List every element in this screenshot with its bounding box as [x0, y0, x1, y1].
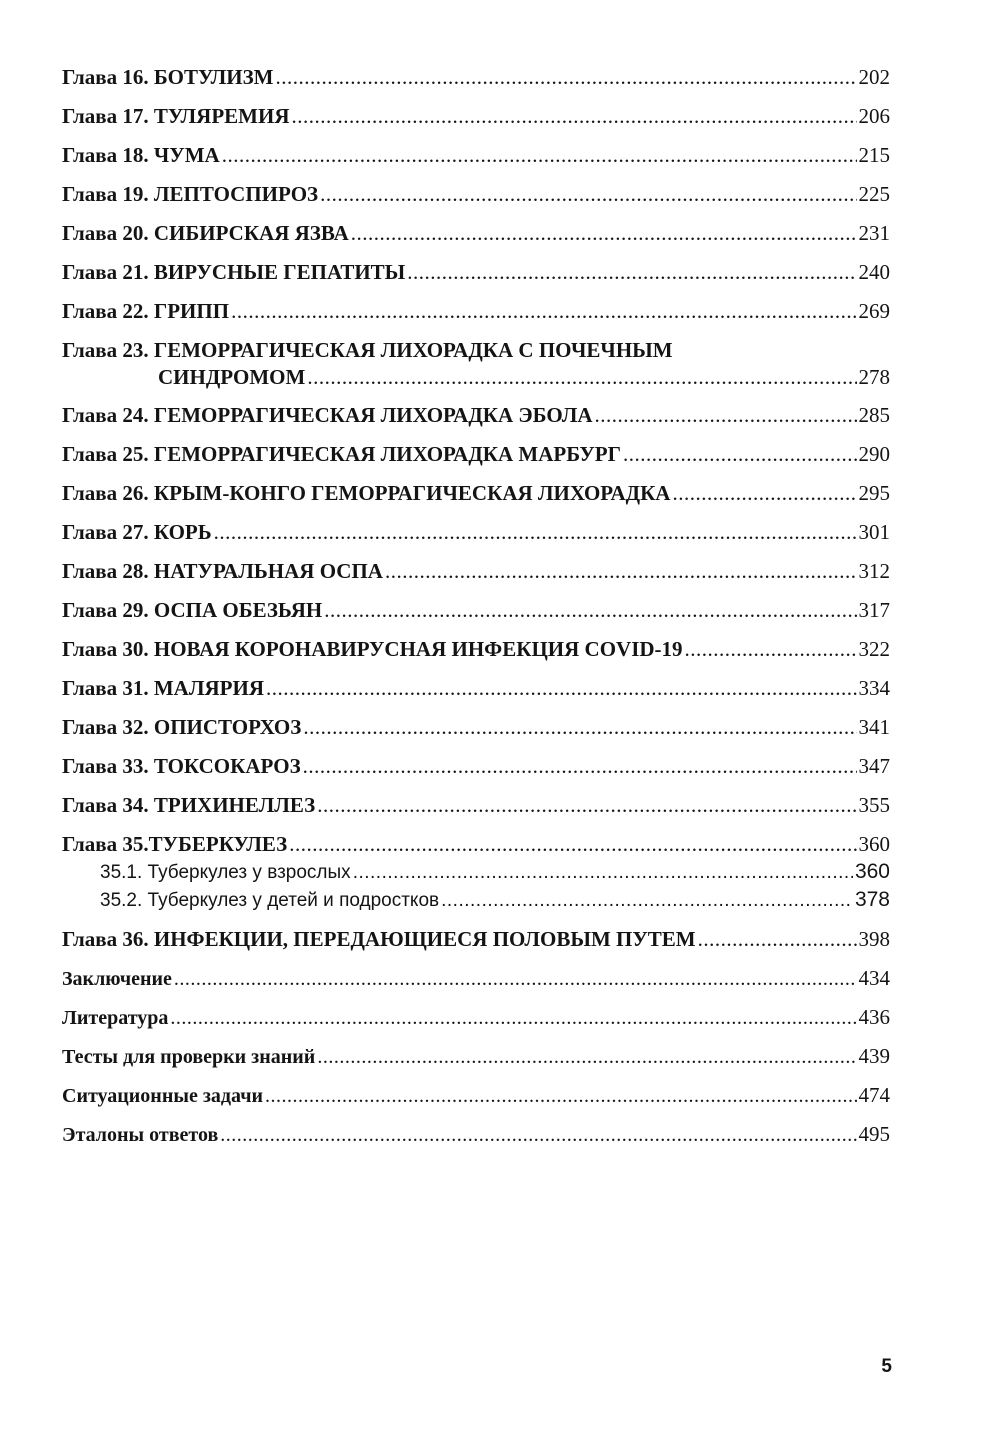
toc-entry[interactable] [62, 331, 890, 396]
toc-entry[interactable] [62, 513, 890, 552]
toc-entry-page: 360 [858, 832, 890, 856]
toc-section-page: 495 [858, 1122, 890, 1146]
dot-leader [220, 1116, 856, 1155]
toc-entry-continuation [62, 364, 890, 391]
toc-section-title: Литература [62, 1007, 169, 1029]
toc-entry-page: 334 [858, 676, 890, 700]
toc-entry-title: Глава 25. ГЕМОРРАГИЧЕСКАЯ ЛИХОРАДКА МАРБУРГ [62, 442, 621, 466]
toc-section-title: Тесты для проверки знаний [62, 1046, 316, 1068]
table-of-contents [62, 58, 890, 1154]
toc-section-title: Заключение [62, 968, 172, 990]
toc-entry[interactable] [62, 474, 890, 513]
toc-entry-title: Глава 27. КОРЬ [62, 520, 212, 544]
toc-section-page: 436 [858, 1005, 890, 1029]
toc-section[interactable] [62, 998, 890, 1037]
dot-leader [214, 513, 857, 552]
dot-leader [317, 1038, 856, 1077]
dot-leader [174, 960, 857, 999]
toc-entry-title: Глава 22. ГРИПП [62, 299, 230, 323]
toc-entry[interactable] [62, 747, 890, 786]
toc-entry-title: Глава 18. ЧУМА [62, 143, 220, 167]
toc-entry-title: Глава 23. ГЕМОРРАГИЧЕСКАЯ ЛИХОРАДКА С ПОЧЕЧНЫМ [62, 338, 673, 362]
toc-entry-page: 347 [858, 754, 890, 778]
dot-leader [231, 292, 856, 331]
toc-entry[interactable] [62, 58, 890, 97]
dot-leader [595, 396, 857, 435]
toc-entry-title: Глава 17. ТУЛЯРЕМИЯ [62, 104, 290, 128]
toc-section-title: Ситуационные задачи [62, 1085, 264, 1107]
toc-entry-page: 355 [858, 793, 890, 817]
toc-entry[interactable] [62, 920, 890, 959]
toc-entry-title: Глава 36. ИНФЕКЦИИ, ПЕРЕДАЮЩИЕСЯ ПОЛОВЫМ ПУТЕМ [62, 927, 696, 951]
toc-entry-page: 290 [858, 442, 890, 466]
toc-entry-page: 295 [858, 481, 890, 505]
toc-entry-title: Глава 24. ГЕМОРРАГИЧЕСКАЯ ЛИХОРАДКА ЭБОЛА [62, 403, 593, 427]
toc-section-page: 439 [858, 1044, 890, 1068]
toc-entry-title: Глава 29. ОСПА ОБЕЗЬЯН [62, 598, 323, 622]
toc-entry-page: 269 [858, 299, 890, 323]
dot-leader [265, 1077, 856, 1116]
dot-leader [623, 435, 857, 474]
toc-entry-page: 215 [858, 143, 890, 167]
toc-entry[interactable] [62, 175, 890, 214]
dot-leader [351, 214, 857, 253]
toc-entry[interactable] [62, 669, 890, 708]
toc-entry-title: Глава 20. СИБИРСКАЯ ЯЗВА [62, 221, 349, 245]
dot-leader [407, 253, 856, 292]
toc-entry-title: Глава 35.ТУБЕРКУЛЕЗ [62, 832, 288, 856]
toc-entry-title: Глава 33. ТОКСОКАРОЗ [62, 754, 301, 778]
dot-leader [672, 474, 856, 513]
dot-leader [170, 999, 856, 1038]
toc-entry[interactable] [62, 786, 890, 825]
toc-entry-title: Глава 16. БОТУЛИЗМ [62, 65, 274, 89]
toc-entry-title: Глава 19. ЛЕПТОСПИРОЗ [62, 182, 319, 206]
dot-leader [303, 747, 857, 786]
dot-leader [353, 859, 853, 887]
toc-entry-title: Глава 28. НАТУРАЛЬНАЯ ОСПА [62, 559, 383, 583]
toc-entry[interactable] [62, 435, 890, 474]
toc-entry[interactable] [62, 97, 890, 136]
toc-entry[interactable] [62, 552, 890, 591]
toc-entry-page: 301 [858, 520, 890, 544]
toc-entry-page: 202 [858, 65, 890, 89]
toc-section-title: Эталоны ответов [62, 1124, 219, 1146]
dot-leader [222, 136, 857, 175]
toc-entry-page: 322 [858, 637, 890, 661]
toc-entry-title: Глава 31. МАЛЯРИЯ [62, 676, 264, 700]
toc-entry[interactable] [62, 214, 890, 253]
toc-subentry-page: 378 [854, 888, 890, 911]
toc-entry-title: Глава 30. НОВАЯ КОРОНАВИРУСНАЯ ИНФЕКЦИЯ COVID-19 [62, 637, 683, 661]
dot-leader [385, 552, 857, 591]
toc-entry-page: 225 [858, 182, 890, 206]
toc-entry-page: 285 [858, 403, 890, 427]
dot-leader [685, 630, 857, 669]
toc-entry[interactable] [62, 708, 890, 747]
toc-subentry[interactable] [62, 886, 890, 914]
toc-entry-title: Глава 32. ОПИСТОРХОЗ [62, 715, 302, 739]
toc-entry[interactable] [62, 630, 890, 669]
dot-leader [303, 708, 856, 747]
dot-leader [275, 58, 856, 97]
toc-section[interactable] [62, 1115, 890, 1154]
toc-section[interactable] [62, 1037, 890, 1076]
toc-subentry-title: 35.1. Туберкулез у взрослых [100, 862, 351, 883]
toc-subentry[interactable] [62, 858, 890, 886]
dot-leader [266, 669, 857, 708]
toc-entry-title: Глава 34. ТРИХИНЕЛЛЕЗ [62, 793, 316, 817]
toc-section-page: 474 [858, 1083, 890, 1107]
toc-section-page: 434 [858, 966, 890, 990]
dot-leader [291, 97, 856, 136]
dot-leader [324, 591, 856, 630]
toc-entry[interactable] [62, 396, 890, 435]
toc-entry[interactable] [62, 591, 890, 630]
toc-entry-page: 317 [858, 598, 890, 622]
toc-subentry-title: 35.2. Туберкулез у детей и подростков [100, 890, 440, 911]
dot-leader [320, 175, 856, 214]
toc-entry-page: 312 [858, 559, 890, 583]
toc-entry[interactable] [62, 136, 890, 175]
toc-entry-page: 206 [858, 104, 890, 128]
toc-entry-title: Глава 26. КРЫМ-КОНГО ГЕМОРРАГИЧЕСКАЯ ЛИХОРАДКА [62, 481, 671, 505]
dot-leader [441, 887, 853, 915]
toc-section[interactable] [62, 959, 890, 998]
toc-entry-title-continued: СИНДРОМОМ [158, 365, 306, 389]
toc-entry-page: 231 [858, 221, 890, 245]
page-number: 5 [881, 1356, 892, 1377]
toc-entry-page: 240 [858, 260, 890, 284]
toc-entry-page: 398 [858, 927, 890, 951]
dot-leader [698, 920, 857, 959]
toc-entry[interactable] [62, 292, 890, 331]
dot-leader [317, 786, 856, 825]
toc-entry-page: 341 [858, 715, 890, 739]
toc-entry-page: 278 [858, 365, 890, 389]
toc-section[interactable] [62, 1076, 890, 1115]
dot-leader [307, 364, 856, 391]
toc-entry-title: Глава 21. ВИРУСНЫЕ ГЕПАТИТЫ [62, 260, 406, 284]
toc-entry[interactable] [62, 253, 890, 292]
toc-subentry-page: 360 [854, 860, 890, 883]
